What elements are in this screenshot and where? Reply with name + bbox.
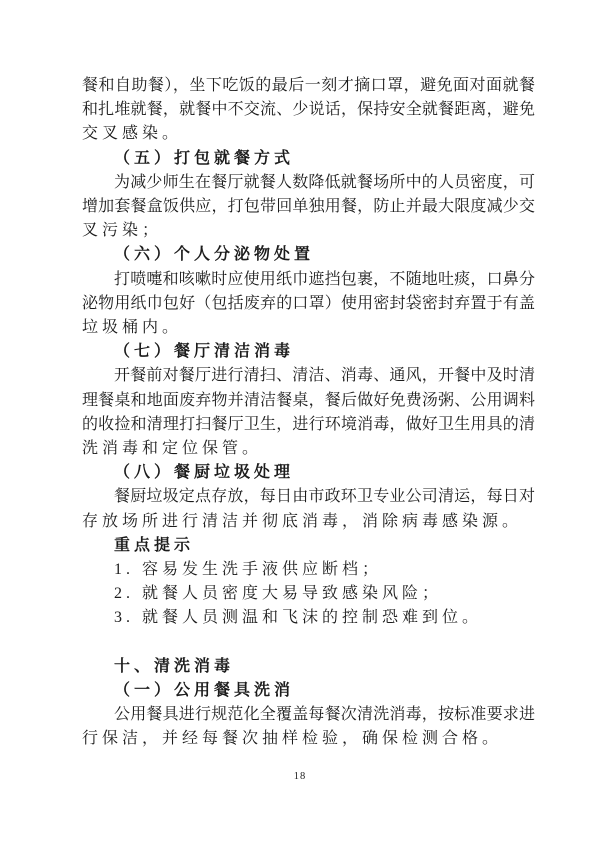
body-line: 泌物用纸巾包好（包括废弃的口罩）使用密封袋密封弃置于有盖 <box>82 294 535 312</box>
body-line: 餐和自助餐），坐下吃饭的最后一刻才摘口罩，避免面对面就餐 <box>82 77 535 94</box>
body-line: 增加套餐盒饭供应，打包带回单独用餐，防止并最大限度减少交 <box>82 198 535 216</box>
subsection-heading: （一）公用餐具洗消 <box>114 682 295 700</box>
section-heading: 十、清洗消毒 <box>114 657 235 675</box>
page-number: 18 <box>293 771 307 782</box>
subsection-heading: （六）个人分泌物处置 <box>114 246 315 264</box>
body-line: 的收捡和清理打扫餐厅卫生，进行环境消毒，做好卫生用具的清 <box>82 415 535 433</box>
body-line: 和扎堆就餐，就餐中不交流、少说话，保持安全就餐距离，避免 <box>82 101 535 119</box>
body-line: 交叉感染。 <box>82 125 183 143</box>
body-line: 餐厨垃圾定点存放，每日由市政环卫专业公司清运，每日对 <box>114 488 535 506</box>
body-line: 洗消毒和定位保管。 <box>82 440 263 458</box>
body-line: 为减少师生在餐厅就餐人数降低就餐场所中的人员密度，可 <box>114 173 535 191</box>
subsection-heading: （七）餐厅清洁消毒 <box>114 343 295 361</box>
body-line: 理餐桌和地面废弃物并清洁餐桌，餐后做好免费汤粥、公用调料 <box>82 391 535 409</box>
list-item: 3. 就餐人员测温和飞沫的控制恐难到位。 <box>114 609 483 627</box>
body-line: 开餐前对餐厅进行清扫、清洁、消毒、通风，开餐中及时清 <box>114 367 535 385</box>
body-line: 存放场所进行清洁并彻底消毒，消除病毒感染源。 <box>82 512 523 530</box>
body-line: 叉污染； <box>82 222 163 240</box>
body-line: 行保洁，并经每餐次抽样检验，确保检测合格。 <box>82 730 503 748</box>
subsection-heading: （五）打包就餐方式 <box>114 149 295 167</box>
body-line: 打喷嚏和咳嗽时应使用纸巾遮挡包裹，不随地吐痰，口鼻分 <box>114 270 535 288</box>
subsection-heading: （八）餐厨垃圾处理 <box>114 464 295 482</box>
list-item: 1. 容易发生洗手液供应断档； <box>114 561 383 579</box>
body-line: 垃圾桶内。 <box>82 319 183 337</box>
list-item: 2. 就餐人员密度大易导致感染风险； <box>114 585 443 603</box>
body-line: 公用餐具进行规范化全覆盖每餐次清洗消毒，按标准要求进 <box>114 706 535 724</box>
document-body <box>82 74 535 752</box>
key-points-heading: 重点提示 <box>114 536 195 554</box>
